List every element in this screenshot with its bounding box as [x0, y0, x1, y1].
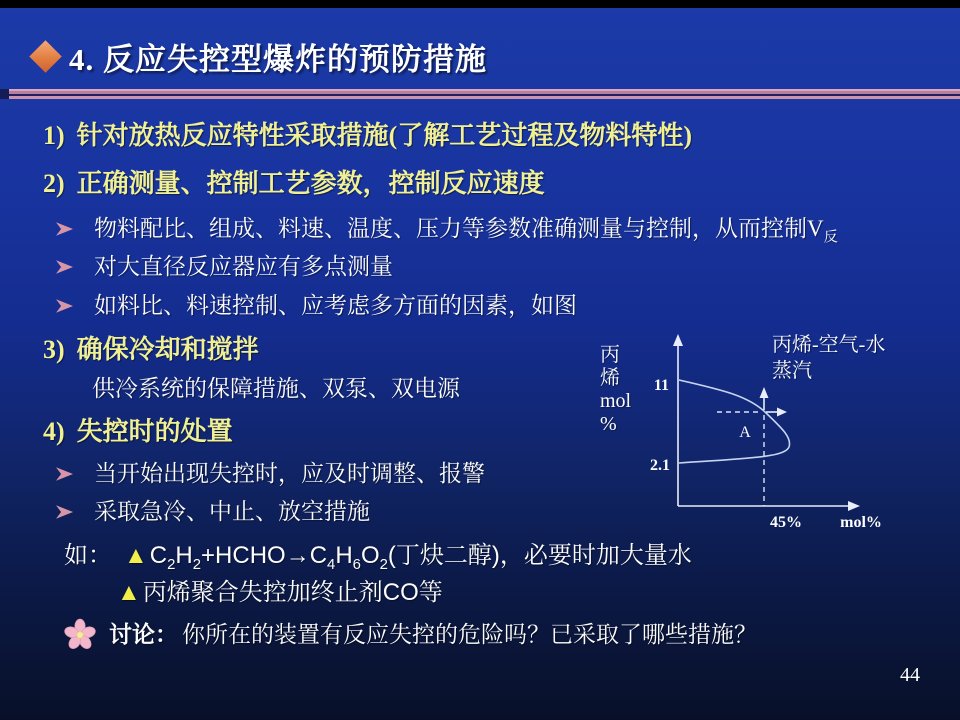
bullet-alarm — [56, 459, 485, 489]
bullet-text-subscript: 反 — [823, 229, 838, 246]
x-axis-label: mol% — [840, 514, 882, 531]
triangle-marker-icon: ▲ — [117, 579, 141, 606]
separator-notch — [0, 89, 9, 99]
subline-text: 供冷系统的保障措施、双泵、双电源 — [92, 376, 460, 401]
bullet-text: 当开始出现失控时，应及时调整、报警 — [94, 461, 485, 486]
formula-prefix: 如： — [64, 542, 112, 569]
bullet-text: 如料比、料速控制、应考虑多方面的因素，如图 — [94, 293, 577, 318]
formula-seg: (丁炔二醇)，必要时加大量水 — [387, 542, 692, 569]
bullet-multipoint — [56, 252, 393, 282]
y-tick-lower: 2.1 — [650, 457, 670, 474]
ylabel-line: 丙 — [600, 344, 620, 366]
ylabel-line: 烯 — [600, 367, 620, 389]
y-tick-upper: 11 — [653, 377, 669, 394]
operating-point-arrows — [764, 396, 779, 412]
bullet-measure-params — [56, 214, 838, 244]
discussion-text: 你所在的装置有反应失控的危险吗？已采取了哪些措施？ — [182, 622, 757, 647]
point-1-heading — [43, 120, 692, 152]
x-axis-arrow-icon — [848, 501, 860, 511]
formula-seg: +HCHO→C — [201, 542, 328, 569]
formula-seg: O — [360, 542, 380, 569]
point-text: 确保冷却和搅拌 — [76, 335, 259, 364]
page-title: 4. 反应失控型爆炸的预防措施 — [69, 42, 487, 77]
point-number: 3) — [43, 335, 65, 364]
arrow-bullet-icon — [56, 260, 73, 274]
chart-plot-area — [593, 328, 928, 563]
chart-title-line: 丙烯-空气-水 — [772, 334, 886, 356]
bullet-text — [94, 214, 838, 244]
top-border — [0, 0, 960, 8]
point-text: 正确测量、控制工艺参数，控制反应速度 — [76, 169, 545, 198]
sakura-flower-icon — [63, 618, 97, 652]
arrow-bullet-icon — [56, 299, 73, 313]
separator-line-bottom — [0, 96, 960, 99]
discussion-label: 讨论： — [109, 622, 178, 647]
formula-seg: 6 — [352, 556, 361, 573]
point-number: 4) — [43, 417, 65, 446]
x-tick: 45% — [770, 514, 802, 531]
triangle-marker-icon: ▲ — [124, 542, 148, 569]
ylabel-line: mol — [600, 390, 632, 412]
bullet-quench — [56, 497, 370, 527]
example-co-line — [117, 578, 443, 608]
cooling-subline — [92, 374, 460, 404]
ylabel-line: % — [600, 413, 617, 435]
diamond-bullet-icon — [29, 40, 62, 73]
flammability-chart — [593, 328, 928, 563]
formula-seg: 4 — [327, 556, 336, 573]
point-4-heading — [43, 416, 233, 448]
formula-seg: 2 — [167, 556, 176, 573]
formula-text: 丙烯聚合失控加终止剂CO等 — [142, 579, 443, 606]
formula-seg: C — [149, 542, 168, 569]
formula-seg: H — [335, 542, 353, 569]
bullet-text-main: 物料配比、组成、料速、温度、压力等参数准确测量与控制，从而控制V — [94, 216, 824, 241]
bullet-feed-ratio — [56, 291, 577, 321]
point-3-heading — [43, 334, 259, 366]
bullet-text: 采取急冷、中止、放空措施 — [94, 499, 370, 524]
page-number: 44 — [900, 664, 920, 686]
point-text: 失控时的处置 — [76, 417, 233, 446]
title-separator — [0, 89, 960, 99]
title-row — [30, 34, 487, 79]
chart-title-line: 蒸汽 — [772, 360, 812, 382]
formula-seg: H — [175, 542, 193, 569]
right-arrow-icon — [777, 408, 787, 417]
point-number: 1) — [43, 121, 65, 150]
region-label: A — [739, 424, 751, 441]
arrow-bullet-icon — [56, 505, 73, 519]
arrow-bullet-icon — [56, 467, 73, 481]
arrow-bullet-icon — [56, 222, 73, 236]
bullet-text: 对大直径反应器应有多点测量 — [94, 254, 393, 279]
discussion-line — [63, 618, 757, 652]
formula-seg: 2 — [192, 556, 202, 573]
formula-seg: 2 — [379, 556, 388, 573]
point-2-heading — [43, 168, 545, 200]
y-axis-arrow-icon — [673, 334, 683, 346]
point-text: 针对放热反应特性采取措施(了解工艺过程及物料特性) — [76, 121, 692, 150]
point-number: 2) — [43, 169, 65, 198]
envelope-curve — [679, 380, 790, 463]
up-arrow-icon — [760, 387, 769, 398]
